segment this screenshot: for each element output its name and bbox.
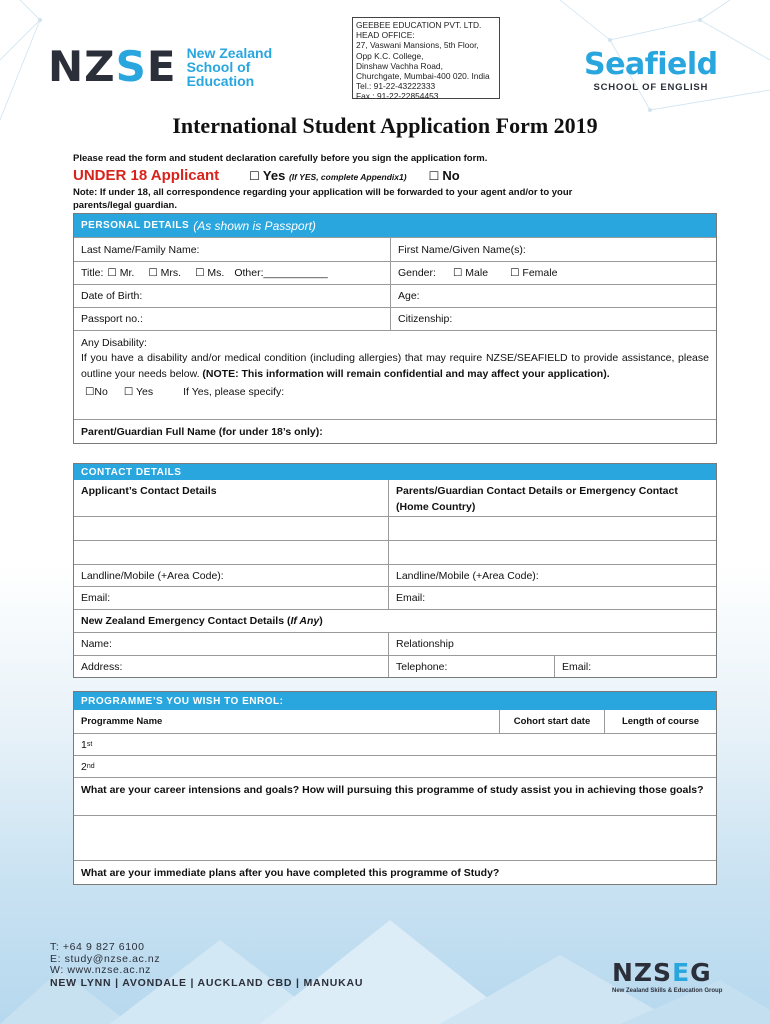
disability-description: If you have a disability and/or medical condition (including allergies) that may require NZSE/SEAFIELD to provide assistance, please outline your needs below. (NOTE: This information will remain confidential and may affect your application). xyxy=(81,352,709,380)
cohort-start-header: Cohort start date xyxy=(499,710,604,733)
emergency-address-field[interactable]: Address: xyxy=(81,660,123,673)
table-row xyxy=(74,284,716,307)
table-row xyxy=(74,480,716,516)
disability-field[interactable]: Any Disability: If you have a disability and/or medical condition (including allergies) that may require NZSE/SEAFIELD to provide assistance, please outline your needs below. (NOTE: This information will remain confidential and may affect your application). ☐No ☐ Yes If Yes, please specify: xyxy=(81,337,709,398)
section-heading: PERSONAL DETAILS (As shown is Passport) xyxy=(74,214,716,237)
disability-yes-option[interactable]: ☐ Yes xyxy=(123,386,154,398)
emergency-name-field[interactable]: Name: xyxy=(81,638,112,650)
table-row xyxy=(74,330,716,419)
table-row xyxy=(74,609,716,632)
nzseg-subtitle: New Zealand Skills & Education Group xyxy=(612,988,723,994)
immediate-plans-question: What are your immediate plans after you have completed this programme of Study? xyxy=(81,866,500,879)
passport-field[interactable]: Passport no.: xyxy=(81,313,143,325)
parents-address-line-2[interactable] xyxy=(388,541,716,564)
section-heading: PROGRAMME’S YOU WISH TO ENROL: xyxy=(74,692,716,710)
contact-details-section xyxy=(73,463,717,678)
parents-landline-field[interactable]: Landline/Mobile (+Area Code): xyxy=(388,565,716,586)
emergency-email-field[interactable]: Email: xyxy=(554,656,716,677)
title-other-field[interactable]: Other:___________ xyxy=(234,267,328,279)
title-mrs-option[interactable]: ☐ Mrs. xyxy=(148,267,182,279)
title-ms-option[interactable]: ☐ Ms. xyxy=(195,267,225,279)
under18-no-option[interactable]: ☐ No xyxy=(428,168,460,183)
seafield-name: Seafield xyxy=(584,47,718,82)
applicant-email-field[interactable]: Email: xyxy=(81,592,111,604)
gender-field[interactable]: Gender: ☐ Male ☐ Female xyxy=(390,262,716,284)
career-goals-answer[interactable] xyxy=(74,816,716,860)
table-row xyxy=(74,815,716,860)
first-name-field[interactable]: First Name/Given Name(s): xyxy=(390,238,716,261)
gender-male-option[interactable]: ☐ Male xyxy=(452,267,489,279)
under18-yes-option[interactable]: ☐ Yes (If YES, complete Appendix1) xyxy=(249,168,407,183)
footer-contact xyxy=(50,942,363,989)
guardian-name-field[interactable]: Parent/Guardian Full Name (for under 18’s only): xyxy=(81,425,323,438)
nz-emergency-heading: New Zealand Emergency Contact Details ( If Any ) xyxy=(81,615,323,627)
table-row xyxy=(74,860,716,884)
table-row xyxy=(74,419,716,443)
last-name-field[interactable]: Last Name/Family Name: xyxy=(81,243,200,256)
table-row xyxy=(74,307,716,330)
career-goals-question: What are your career intensions and goals? How will pursuing this programme of study assist you in achieving those goals? xyxy=(81,784,704,796)
dob-field[interactable]: Date of Birth: xyxy=(81,290,143,302)
disability-options xyxy=(81,386,709,398)
emergency-telephone-field[interactable]: Telephone: xyxy=(388,656,554,677)
footer-phone: T: +64 9 827 6100 xyxy=(50,941,145,953)
parents-address-line-1[interactable] xyxy=(388,517,716,540)
under18-note: Note: If under 18, all correspondence regarding your application will be forwarded to your agent and/or to your parents/legal guardian. xyxy=(73,187,573,211)
footer-email[interactable]: E: study@nzse.ac.nz xyxy=(50,952,161,965)
under18-label: UNDER 18 Applicant xyxy=(73,167,220,184)
nzse-logo xyxy=(48,42,273,91)
head-office-address: GEEBEE EDUCATION PVT. LTD. HEAD OFFICE: 27, Vaswani Mansions, 5th Floor, Opp K.C. College, Dinshaw Vachha Road, Churchgate, Mumbai-400 020. India Tel.: 91-22-43222333 Fax.: 91-22-22854453 xyxy=(352,17,500,99)
citizenship-field[interactable]: Citizenship: xyxy=(390,308,716,330)
table-row xyxy=(74,516,716,540)
table-row xyxy=(74,237,716,261)
emergency-relationship-field[interactable]: Relationship xyxy=(388,633,716,655)
programme-section xyxy=(73,691,717,885)
nzse-logo-mark: NZSE xyxy=(48,42,177,91)
seafield-subtitle: SCHOOL OF ENGLISH xyxy=(593,82,709,93)
table-row xyxy=(74,564,716,586)
title-field[interactable]: Title: ☐ Mr. ☐ Mrs. ☐ Ms. Other:___________ xyxy=(81,267,328,279)
under18-row xyxy=(73,167,460,184)
applicant-contact-heading: Applicant’s Contact Details xyxy=(81,485,217,497)
course-length-header: Length of course xyxy=(604,710,716,733)
parents-email-field[interactable]: Email: xyxy=(388,587,716,609)
applicant-address-line-1[interactable] xyxy=(74,517,388,540)
table-row xyxy=(74,755,716,777)
footer-locations: NEW LYNN | AVONDALE | AUCKLAND CBD | MANUKAU xyxy=(50,976,364,989)
intro-text: Please read the form and student declaration carefully before you sign the application form. xyxy=(73,153,488,164)
table-row xyxy=(74,632,716,655)
table-row xyxy=(74,733,716,755)
personal-details-section xyxy=(73,213,717,444)
title-mr-option[interactable]: ☐ Mr. xyxy=(107,267,135,279)
age-field[interactable]: Age: xyxy=(390,285,716,307)
parents-contact-heading: Parents/Guardian Contact Details or Emergency Contact (Home Country) xyxy=(388,480,716,516)
form-title: International Student Application Form 2019 xyxy=(172,113,598,138)
table-row xyxy=(74,710,716,733)
applicant-landline-field[interactable]: Landline/Mobile (+Area Code): xyxy=(81,569,224,582)
table-row xyxy=(74,540,716,564)
table-row xyxy=(74,586,716,609)
checkbox-icon[interactable]: ☐ xyxy=(428,169,440,183)
nzseg-logo xyxy=(612,960,722,994)
disability-specify-label: If Yes, please specify: xyxy=(183,386,285,398)
checkbox-icon[interactable]: ☐ xyxy=(249,169,260,183)
disability-no-option[interactable]: ☐No xyxy=(85,386,108,398)
applicant-address-line-2[interactable] xyxy=(74,541,388,564)
programme-name-header: Programme Name xyxy=(81,716,163,727)
section-heading: CONTACT DETAILS xyxy=(74,464,716,480)
table-row xyxy=(74,777,716,815)
seafield-logo xyxy=(584,47,718,93)
nzseg-logo-mark: NZSEG xyxy=(612,958,712,987)
footer-website[interactable]: W: www.nzse.ac.nz xyxy=(50,964,152,976)
table-row xyxy=(74,655,716,677)
nzse-logo-subtitle: New Zealand School of Education xyxy=(186,45,273,89)
table-row xyxy=(74,261,716,284)
gender-female-option[interactable]: ☐ Female xyxy=(510,267,558,279)
programme-choice-2[interactable]: 2 nd xyxy=(81,760,95,773)
programme-choice-1[interactable]: 1 st xyxy=(81,738,93,751)
